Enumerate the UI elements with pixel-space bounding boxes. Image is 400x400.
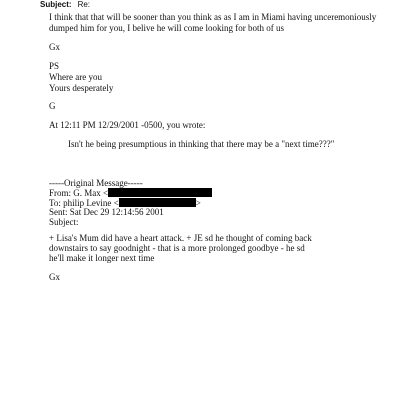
subject-value: Re: [77,0,91,9]
original-to-text: To: philip Levine < [49,198,119,208]
redacted-block [108,188,212,197]
original-subject: Subject: [49,217,79,227]
signature-gx: Gx [49,42,60,52]
original-body-line: he'll make it longer next time [49,253,155,263]
original-sent: Sent: Sat Dec 29 12:14:56 2001 [49,207,164,217]
subject-label: Subject: [40,0,72,9]
quote-attribution: At 12:11 PM 12/29/2001 -0500, you wrote: [49,120,206,130]
signature-gx: Gx [49,272,60,282]
body-line: I think that that will be sooner than you think as as I am in Miami having unceremoniously [49,12,377,22]
ps-label: PS [49,61,60,71]
ps-line: Yours desperately [49,83,114,93]
signature-g: G [49,101,56,111]
redacted-block [119,198,196,207]
subject-header [40,0,90,10]
original-body-line: downstairs to say goodnight - that is a more prolonged goodbye - he sd [49,243,305,253]
original-body-line: + Lisa's Mum did have a heart attack. + JE sd he thought of coming back [49,233,312,243]
body-line: dumped him for you, I belive he will come looking for both of us [49,23,284,33]
original-from-text: From: G. Max < [49,188,109,198]
ps-line: Where are you [49,72,102,82]
original-to-suffix: > [195,198,201,208]
quoted-text: Isn't he being presumptious in thinking that there may be a "next time???" [68,139,335,149]
original-message-separator: -----Original Message----- [49,178,143,188]
